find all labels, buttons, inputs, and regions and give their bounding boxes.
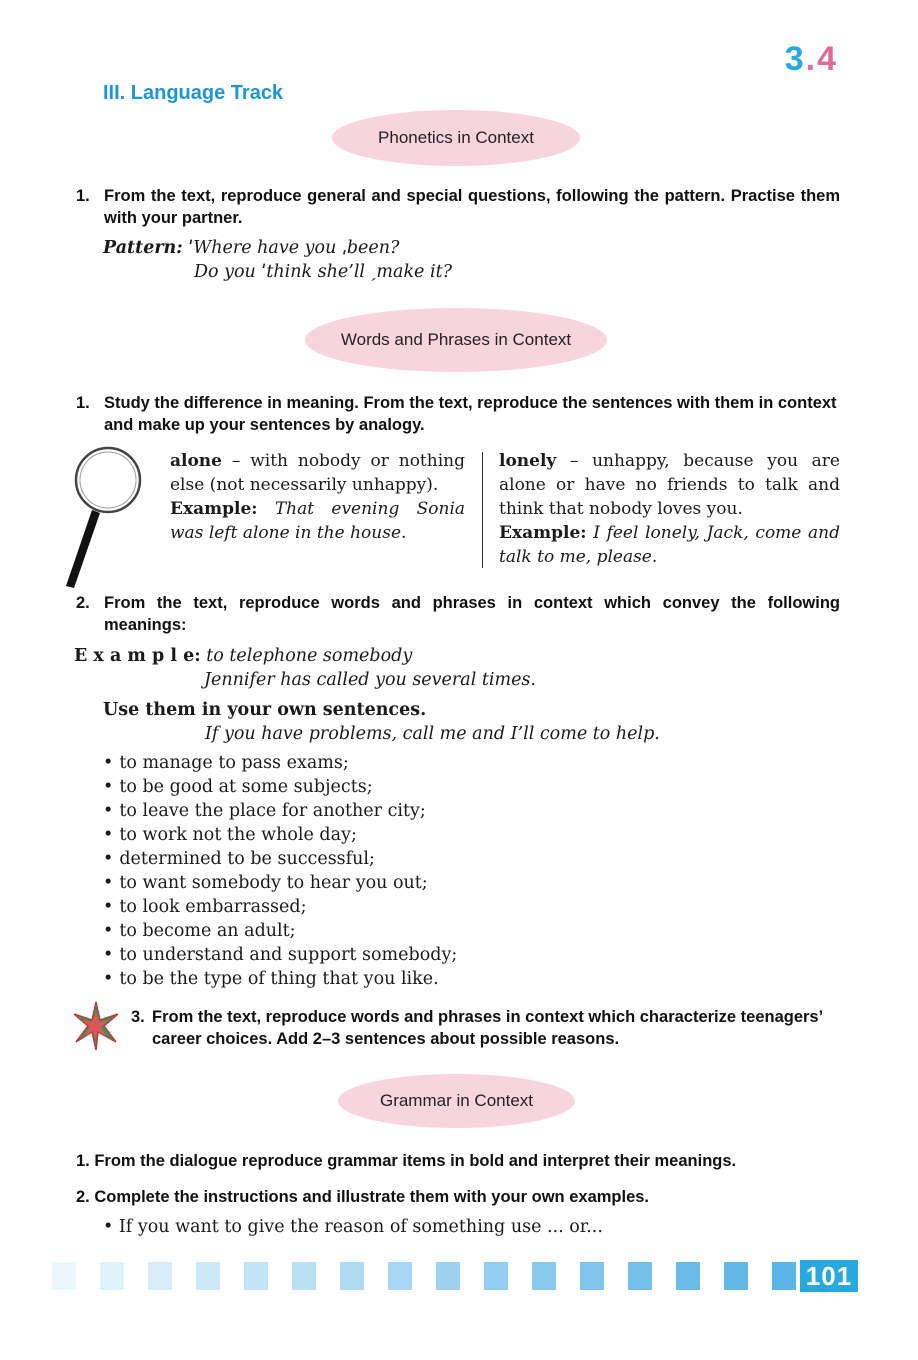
- example-line-1: to telephone somebody: [206, 646, 413, 666]
- pill-grammar: Grammar in Context: [338, 1074, 575, 1128]
- pill-phonetics: Phonetics in Context: [332, 110, 580, 166]
- words-task-2: [76, 592, 840, 636]
- words-task-3: [131, 1006, 840, 1050]
- use-label: Use them in your own sentences.: [103, 700, 427, 720]
- list-item: • determined to be successful;: [103, 847, 457, 871]
- task-number: 1.: [76, 187, 90, 205]
- task-number: 1.: [76, 394, 90, 412]
- list-item: • to manage to pass exams;: [103, 751, 457, 775]
- use-block: [103, 698, 660, 746]
- list-item: • to look embarrassed;: [103, 895, 457, 919]
- unit-number-part2: 4: [817, 40, 838, 78]
- list-item: • to want somebody to hear you out;: [103, 871, 457, 895]
- column-divider: [482, 452, 483, 568]
- list-item: • to understand and support somebody;: [103, 943, 457, 967]
- unit-badge: [785, 40, 838, 79]
- task-text: From the text, reproduce words and phrases in context which characterize teenagers’ career choices. Add 2–3 sentences about possible reasons.: [152, 1008, 823, 1048]
- pill-words-phrases: Words and Phrases in Context: [305, 308, 607, 372]
- list-item: • to leave the place for another city;: [103, 799, 457, 823]
- task-text: From the text, reproduce words and phrases in context which convey the following meanings:: [104, 594, 840, 634]
- magnifier-icon: [62, 440, 152, 595]
- list-item: • to be good at some subjects;: [103, 775, 457, 799]
- list-item: • to be the type of thing that you like.: [103, 967, 457, 991]
- grammar-task-1: 1. From the dialogue reproduce grammar items in bold and interpret their meanings.: [76, 1152, 737, 1170]
- task-number: 3.: [131, 1008, 145, 1026]
- page-number: 101: [800, 1260, 858, 1292]
- use-example: If you have problems, call me and I’ll come to help.: [205, 724, 660, 744]
- definition-text: unhappy, because you are alone or have no friends to talk and think that nobody loves you.: [499, 451, 840, 519]
- example-text: That evening Sonia was left alone in the house.: [170, 499, 466, 543]
- words-task-1: [76, 392, 840, 436]
- star-icon: [72, 1000, 120, 1052]
- list-item: • to work not the whole day;: [103, 823, 457, 847]
- list-item: • to become an adult;: [103, 919, 457, 943]
- unit-number-dot: .: [805, 40, 818, 78]
- example-label: E x a m p l e:: [74, 646, 201, 666]
- task-text: From the text, reproduce general and special questions, following the pattern. Practise them with your partner.: [104, 187, 840, 227]
- grammar-bullet: • If you want to give the reason of something use ... or...: [103, 1217, 603, 1237]
- example-block: [74, 644, 536, 692]
- example-label: Example:: [499, 523, 587, 543]
- pattern-block: [103, 236, 452, 284]
- task-number: 2.: [76, 594, 90, 612]
- task-text: Study the difference in meaning. From the text, reproduce the sentences with them in context and make up your sentences by analogy.: [104, 394, 837, 434]
- definition-text: with nobody or nothing else (not necessarily unhappy).: [170, 451, 465, 495]
- phonetics-task-1: [76, 185, 840, 229]
- grammar-bullet-text: If you want to give the reason of something use ... or...: [118, 1217, 603, 1237]
- example-label: Example:: [170, 499, 258, 519]
- definition-lonely: lonely – unhappy, because you are alone or have no friends to talk and think that nobody loves you. Example: I feel lonely, Jack, come and talk to me, please.: [499, 451, 840, 567]
- pattern-line-2: Do you ˈthink she’ll ˏmake it?: [194, 262, 452, 282]
- meanings-list: [103, 751, 457, 991]
- section-title: III. Language Track: [103, 82, 284, 104]
- example-line-2: Jennifer has called you several times.: [204, 670, 536, 690]
- pattern-line-1: ˈWhere have you ˌbeen?: [188, 238, 400, 258]
- example-text: I feel lonely, Jack, come and talk to me, please.: [499, 523, 840, 567]
- definition-alone: alone – with nobody or nothing else (not necessarily unhappy). Example: That evening Sonia was left alone in the house.: [170, 451, 466, 543]
- term-lonely: lonely: [499, 451, 557, 471]
- term-alone: alone: [170, 451, 222, 471]
- grammar-task-2: 2. Complete the instructions and illustrate them with your own examples.: [76, 1188, 650, 1206]
- pattern-label: Pattern:: [103, 238, 183, 258]
- unit-number-part1: 3: [784, 40, 806, 78]
